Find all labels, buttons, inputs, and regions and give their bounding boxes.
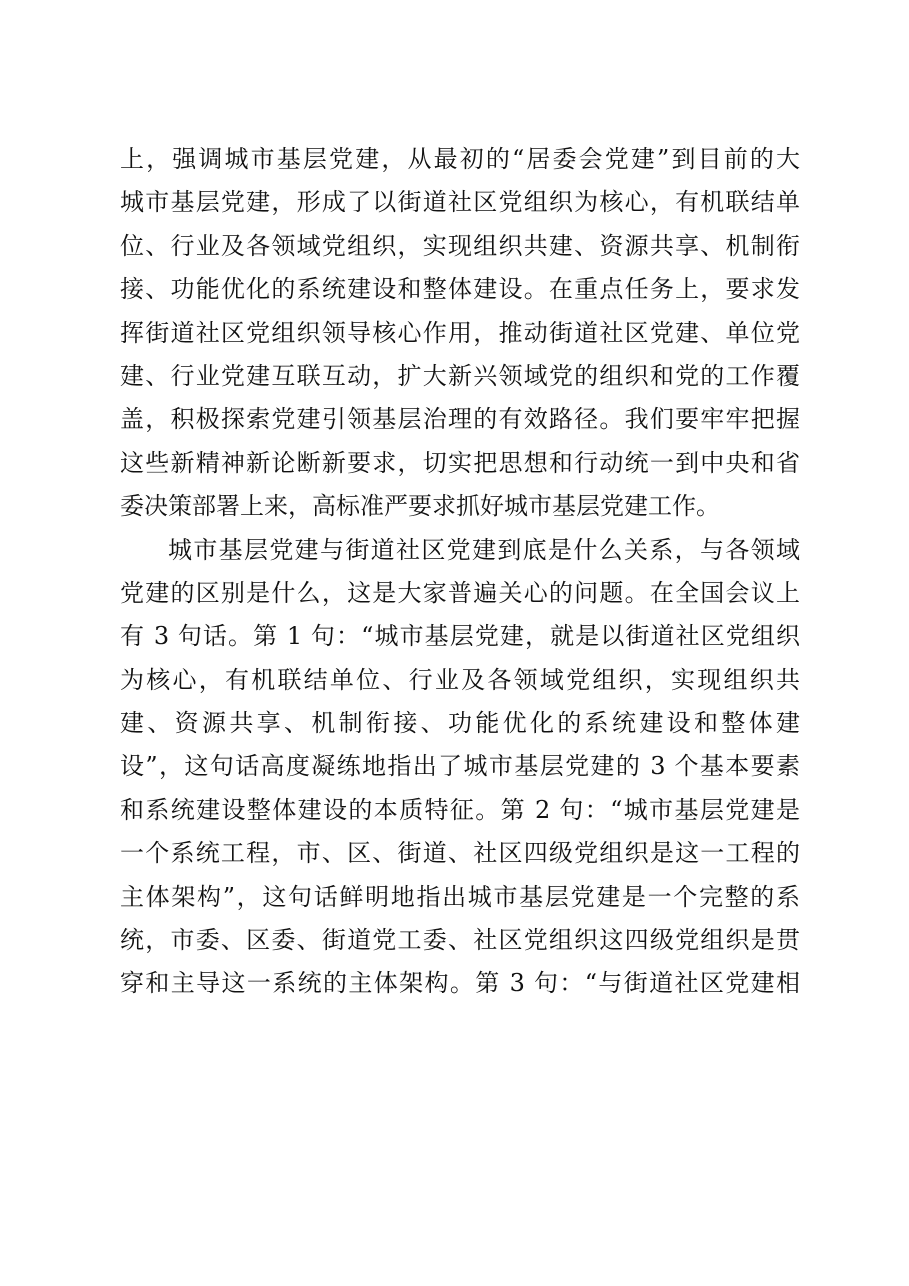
- paragraph-line: 穿和主导这一系统的主体架构。第 3 句：“与街道社区党建相: [120, 969, 800, 998]
- document-body: [120, 138, 800, 1006]
- paragraph-1: [120, 138, 800, 529]
- paragraph-line: 主体架构”，这句话鲜明地指出城市基层党建是一个完整的系: [120, 882, 800, 911]
- paragraph-line: 盖，积极探索党建引领基层治理的有效路径。我们要牢牢把握: [120, 405, 800, 434]
- paragraph-line: 党建的区别是什么，这是大家普遍关心的问题。在全国会议上: [120, 578, 800, 607]
- paragraph-line: 城市基层党建，形成了以街道社区党组织为核心，有机联结单: [120, 188, 800, 217]
- paragraph-line: 设”，这句话高度凝练地指出了城市基层党建的 3 个基本要素: [120, 752, 800, 781]
- paragraph-line: 挥街道社区党组织领导核心作用，推动街道社区党建、单位党: [120, 318, 800, 347]
- paragraph-line: 这些新精神新论断新要求，切实把思想和行动统一到中央和省: [120, 448, 800, 477]
- paragraph-line: 和系统建设整体建设的本质特征。第 2 句：“城市基层党建是: [120, 795, 800, 824]
- paragraph-line: 城市基层党建与街道社区党建到底是什么关系，与各领域: [168, 535, 800, 564]
- paragraph-line: 为核心，有机联结单位、行业及各领域党组织，实现组织共: [120, 665, 800, 694]
- paragraph-line: 位、行业及各领域党组织，实现组织共建、资源共享、机制衔: [120, 231, 800, 260]
- paragraph-2: [120, 529, 800, 1006]
- paragraph-line: 建、资源共享、机制衔接、功能优化的系统建设和整体建: [120, 709, 800, 738]
- paragraph-line: 接、功能优化的系统建设和整体建设。在重点任务上，要求发: [120, 275, 800, 304]
- paragraph-line: 建、行业党建互联互动，扩大新兴领域党的组织和党的工作覆: [120, 361, 800, 390]
- paragraph-line: 一个系统工程，市、区、街道、社区四级党组织是这一工程的: [120, 839, 800, 868]
- paragraph-line: 委决策部署上来，高标准严要求抓好城市基层党建工作。: [120, 492, 720, 521]
- paragraph-line: 有 3 句话。第 1 句：“城市基层党建，就是以街道社区党组织: [120, 622, 800, 651]
- paragraph-line: 统，市委、区委、街道党工委、社区党组织这四级党组织是贯: [120, 926, 800, 955]
- paragraph-line: 上，强调城市基层党建，从最初的“居委会党建”到目前的大: [120, 145, 800, 173]
